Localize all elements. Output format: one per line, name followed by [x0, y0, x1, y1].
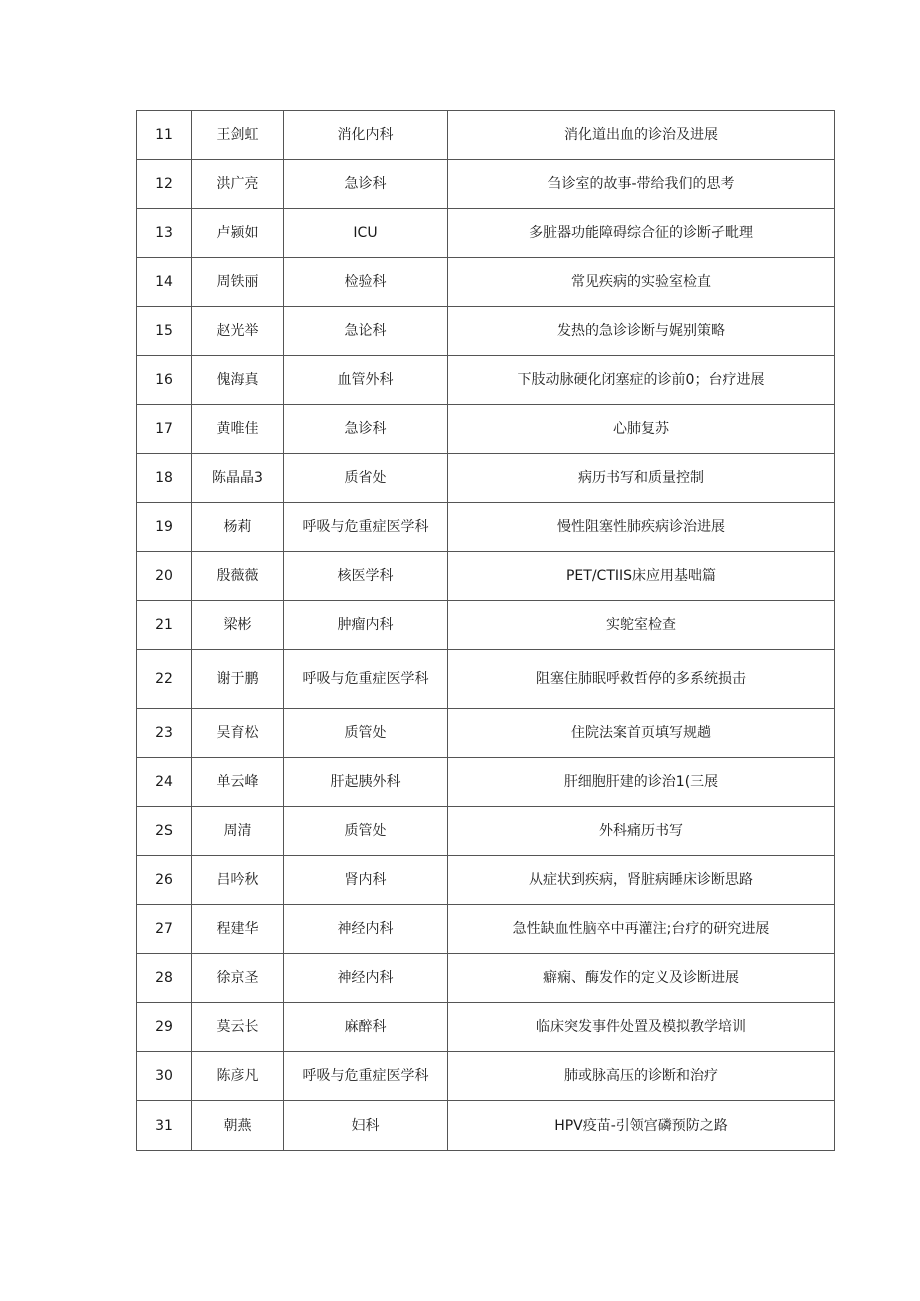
department: 麻醉科 [284, 1003, 448, 1052]
department: 神经内科 [284, 905, 448, 954]
speaker-name: 单云峰 [192, 758, 284, 807]
table-row [137, 954, 835, 1003]
row-number: 17 [137, 405, 192, 454]
row-number: 2S [137, 807, 192, 856]
row-number: 18 [137, 454, 192, 503]
lecture-topic: 消化道出血的诊治及进展 [448, 111, 835, 160]
speaker-name: 殷薇薇 [192, 552, 284, 601]
row-number: 23 [137, 709, 192, 758]
table-row [137, 454, 835, 503]
department: 急诊科 [284, 160, 448, 209]
table-row [137, 856, 835, 905]
lecture-topic: 慢性阻塞性肺疾病诊治进展 [448, 503, 835, 552]
table-row [137, 307, 835, 356]
table-row [137, 160, 835, 209]
speaker-name: 吕吟秋 [192, 856, 284, 905]
lecture-schedule-table [136, 110, 835, 1151]
lecture-topic: 多脏器功能障碍综合征的诊断孑毗理 [448, 209, 835, 258]
lecture-topic: 心肺复苏 [448, 405, 835, 454]
department: 血管外科 [284, 356, 448, 405]
table-row [137, 552, 835, 601]
row-number: 12 [137, 160, 192, 209]
department: 肿瘤内科 [284, 601, 448, 650]
row-number: 31 [137, 1101, 192, 1151]
department: 呼吸与危重症医学科 [284, 1052, 448, 1101]
speaker-name: 赵光举 [192, 307, 284, 356]
table-row [137, 405, 835, 454]
department: 神经内科 [284, 954, 448, 1003]
row-number: 16 [137, 356, 192, 405]
speaker-name: 卢颍如 [192, 209, 284, 258]
table-row [137, 709, 835, 758]
row-number: 13 [137, 209, 192, 258]
department: 急论科 [284, 307, 448, 356]
speaker-name: 吴育松 [192, 709, 284, 758]
lecture-topic: 刍诊室的故事-带给我们的思考 [448, 160, 835, 209]
lecture-topic: 肝细胞肝建的诊治1(三展 [448, 758, 835, 807]
speaker-name: 陈晶晶3 [192, 454, 284, 503]
department: 呼吸与危重症医学科 [284, 503, 448, 552]
lecture-topic: 发热的急诊诊断与娓别策略 [448, 307, 835, 356]
row-number: 21 [137, 601, 192, 650]
department: 核医学科 [284, 552, 448, 601]
table-row [137, 209, 835, 258]
department: 急诊科 [284, 405, 448, 454]
department: 质管处 [284, 709, 448, 758]
department: ICU [284, 209, 448, 258]
lecture-topic: 急性缺血性脑卒中再灌注;台疗的研究进展 [448, 905, 835, 954]
speaker-name: 莫云长 [192, 1003, 284, 1052]
row-number: 15 [137, 307, 192, 356]
table-row [137, 503, 835, 552]
table-body [137, 111, 835, 1151]
table-row [137, 650, 835, 709]
lecture-topic: 外科痛历书写 [448, 807, 835, 856]
speaker-name: 周铁丽 [192, 258, 284, 307]
department: 妇科 [284, 1101, 448, 1151]
department: 肾内科 [284, 856, 448, 905]
lecture-topic: 病历书写和质量控制 [448, 454, 835, 503]
row-number: 24 [137, 758, 192, 807]
lecture-topic: 癖痫、酶发作的定义及诊断进展 [448, 954, 835, 1003]
table-row [137, 111, 835, 160]
row-number: 19 [137, 503, 192, 552]
speaker-name: 周清 [192, 807, 284, 856]
department: 检验科 [284, 258, 448, 307]
lecture-topic: 临床突发事件处置及模拟教学培训 [448, 1003, 835, 1052]
speaker-name: 梁彬 [192, 601, 284, 650]
row-number: 30 [137, 1052, 192, 1101]
table-row [137, 1052, 835, 1101]
row-number: 29 [137, 1003, 192, 1052]
speaker-name: 王剑虹 [192, 111, 284, 160]
lecture-topic: 阻塞住肺眠呼救哲停的多系统损击 [448, 650, 835, 709]
table-row [137, 601, 835, 650]
lecture-topic: 实鸵室检查 [448, 601, 835, 650]
table-row [137, 807, 835, 856]
speaker-name: 杨莉 [192, 503, 284, 552]
row-number: 20 [137, 552, 192, 601]
speaker-name: 黄唯佳 [192, 405, 284, 454]
lecture-topic: 常见疾病的实验室检直 [448, 258, 835, 307]
department: 质省处 [284, 454, 448, 503]
row-number: 22 [137, 650, 192, 709]
speaker-name: 傀海真 [192, 356, 284, 405]
row-number: 14 [137, 258, 192, 307]
speaker-name: 洪广亮 [192, 160, 284, 209]
table-row [137, 258, 835, 307]
lecture-topic: 住院法案首页填写规趟 [448, 709, 835, 758]
table-row [137, 905, 835, 954]
lecture-topic: 从症状到疾病，肾脏病睡床诊断思路 [448, 856, 835, 905]
lecture-topic: HPV疫苗-引领宫磷预防之路 [448, 1101, 835, 1151]
lecture-topic: 下肢动脉硬化闭塞症的诊前0；台疗进展 [448, 356, 835, 405]
table-row [137, 356, 835, 405]
lecture-topic: PET/CTIIS床应用基咄篇 [448, 552, 835, 601]
department: 质管处 [284, 807, 448, 856]
table-row [137, 1003, 835, 1052]
lecture-topic: 肺或脉高压的诊断和治疗 [448, 1052, 835, 1101]
department: 消化内科 [284, 111, 448, 160]
row-number: 27 [137, 905, 192, 954]
speaker-name: 程建华 [192, 905, 284, 954]
row-number: 11 [137, 111, 192, 160]
speaker-name: 陈彦凡 [192, 1052, 284, 1101]
speaker-name: 徐京圣 [192, 954, 284, 1003]
department: 肝起胰外科 [284, 758, 448, 807]
table-row [137, 1101, 835, 1151]
row-number: 26 [137, 856, 192, 905]
row-number: 28 [137, 954, 192, 1003]
speaker-name: 谢于鹏 [192, 650, 284, 709]
department: 呼吸与危重症医学科 [284, 650, 448, 709]
speaker-name: 朝燕 [192, 1101, 284, 1151]
table-row [137, 758, 835, 807]
